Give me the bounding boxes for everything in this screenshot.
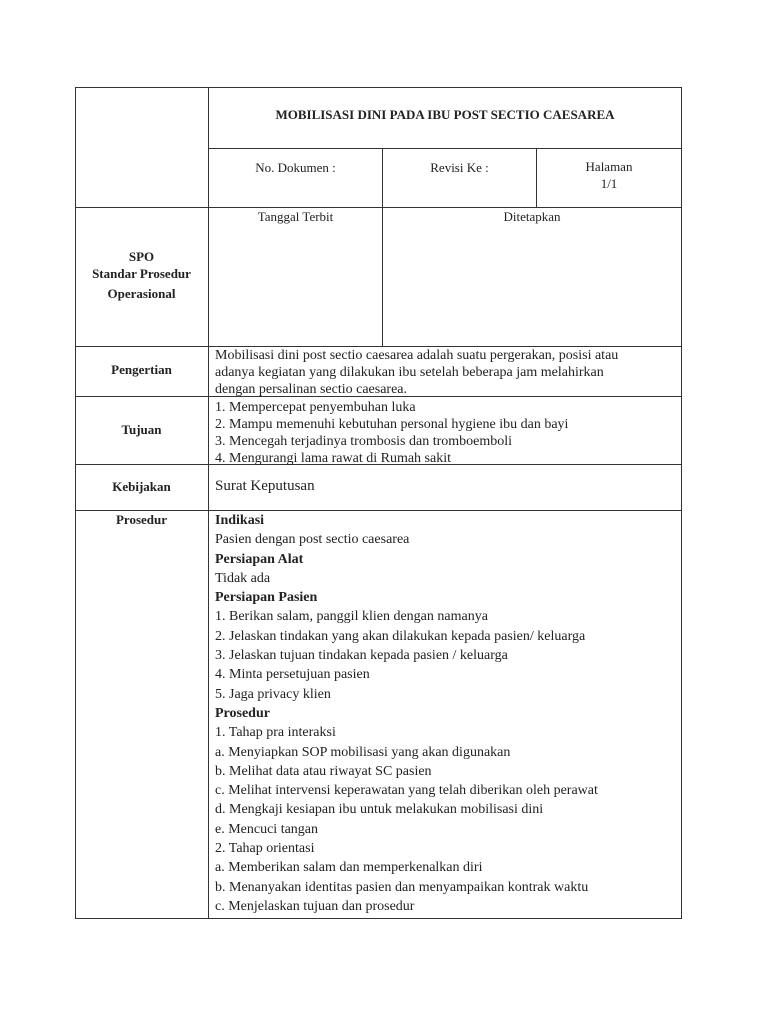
prosedur-step: d. Mengkaji kesiapan ibu untuk melakukan mobilisasi dini — [215, 802, 544, 818]
prosedur-step: 5. Jaga privacy klien — [215, 686, 331, 702]
pengertian-content — [215, 347, 618, 398]
prosedur-step: b. Menanyakan identitas pasien dan menyampaikan kontrak waktu — [215, 879, 589, 895]
tanggal-terbit-label: Tanggal Terbit — [257, 209, 334, 224]
prosedur-section-heading: Persiapan Alat — [215, 551, 304, 567]
prosedur-section-heading: Persiapan Pasien — [215, 590, 318, 606]
kebijakan-label: Kebijakan — [112, 479, 171, 494]
prosedur-section-heading: Prosedur — [215, 705, 270, 721]
prosedur-label: Prosedur — [115, 512, 168, 527]
halaman-label: Halaman — [585, 159, 633, 174]
prosedur-step: Tidak ada — [215, 570, 271, 586]
pengertian-label: Pengertian — [111, 362, 172, 377]
prosedur-step: 2. Tahap orientasi — [215, 841, 315, 857]
tujuan-list — [215, 399, 568, 467]
table-line — [382, 148, 383, 346]
spo-subtitle-line1: Standar Prosedur — [92, 266, 191, 281]
tujuan-item: 3. Mencegah terjadinya trombosis dan tromboemboli — [215, 434, 513, 449]
spo-document-table — [75, 87, 682, 919]
tujuan-item: 1. Mempercepat penyembuhan luka — [215, 400, 416, 415]
table-border-right — [681, 87, 682, 919]
prosedur-step: c. Menjelaskan tujuan dan prosedur — [215, 898, 415, 914]
kebijakan-value: Surat Keputusan — [215, 478, 315, 494]
spo-subtitle-line2: Operasional — [107, 286, 176, 301]
pengertian-line: adanya kegiatan yang dilakukan ibu setelah beberapa jam melahirkan — [215, 365, 604, 380]
tujuan-item: 2. Mampu memenuhi kebutuhan personal hygiene ibu dan bayi — [215, 417, 569, 432]
table-line — [208, 148, 682, 149]
prosedur-content — [215, 511, 598, 916]
revisi-ke-label: Revisi Ke : — [430, 160, 489, 175]
tujuan-label: Tujuan — [121, 422, 162, 437]
prosedur-step: a. Menyiapkan SOP mobilisasi yang akan digunakan — [215, 744, 511, 760]
no-dokumen-label: No. Dokumen : — [255, 160, 336, 175]
prosedur-section-heading: Indikasi — [215, 513, 265, 528]
prosedur-step: c. Melihat intervensi keperawatan yang telah diberikan oleh perawat — [215, 783, 598, 799]
table-border-left — [75, 87, 76, 919]
document-title: MOBILISASI DINI PADA IBU POST SECTIO CAESAREA — [275, 107, 615, 122]
table-border-top — [75, 87, 682, 88]
prosedur-step: 2. Jelaskan tindakan yang akan dilakukan kepada pasien/ keluarga — [215, 628, 586, 644]
prosedur-step: e. Mencuci tangan — [215, 821, 319, 837]
table-line — [75, 207, 682, 208]
table-border-bottom — [75, 918, 682, 919]
prosedur-step: a. Memberikan salam dan memperkenalkan diri — [215, 860, 483, 876]
ditetapkan-label: Ditetapkan — [503, 209, 561, 224]
spo-title: SPO — [128, 249, 155, 264]
halaman-value: 1/1 — [600, 176, 618, 191]
prosedur-step: 1. Tahap pra interaksi — [215, 725, 336, 741]
pengertian-line: dengan persalinan sectio caesarea. — [215, 382, 408, 397]
tujuan-item: 4. Mengurangi lama rawat di Rumah sakit — [215, 451, 451, 466]
prosedur-step: Pasien dengan post sectio caesarea — [215, 532, 410, 548]
pengertian-line: Mobilisasi dini post sectio caesarea adalah suatu pergerakan, posisi atau — [215, 348, 619, 363]
prosedur-step: 1. Berikan salam, panggil klien dengan namanya — [215, 609, 488, 625]
prosedur-step: 4. Minta persetujuan pasien — [215, 667, 370, 683]
prosedur-step: b. Melihat data atau riwayat SC pasien — [215, 763, 432, 779]
prosedur-step: 3. Jelaskan tujuan tindakan kepada pasien / keluarga — [215, 648, 508, 664]
